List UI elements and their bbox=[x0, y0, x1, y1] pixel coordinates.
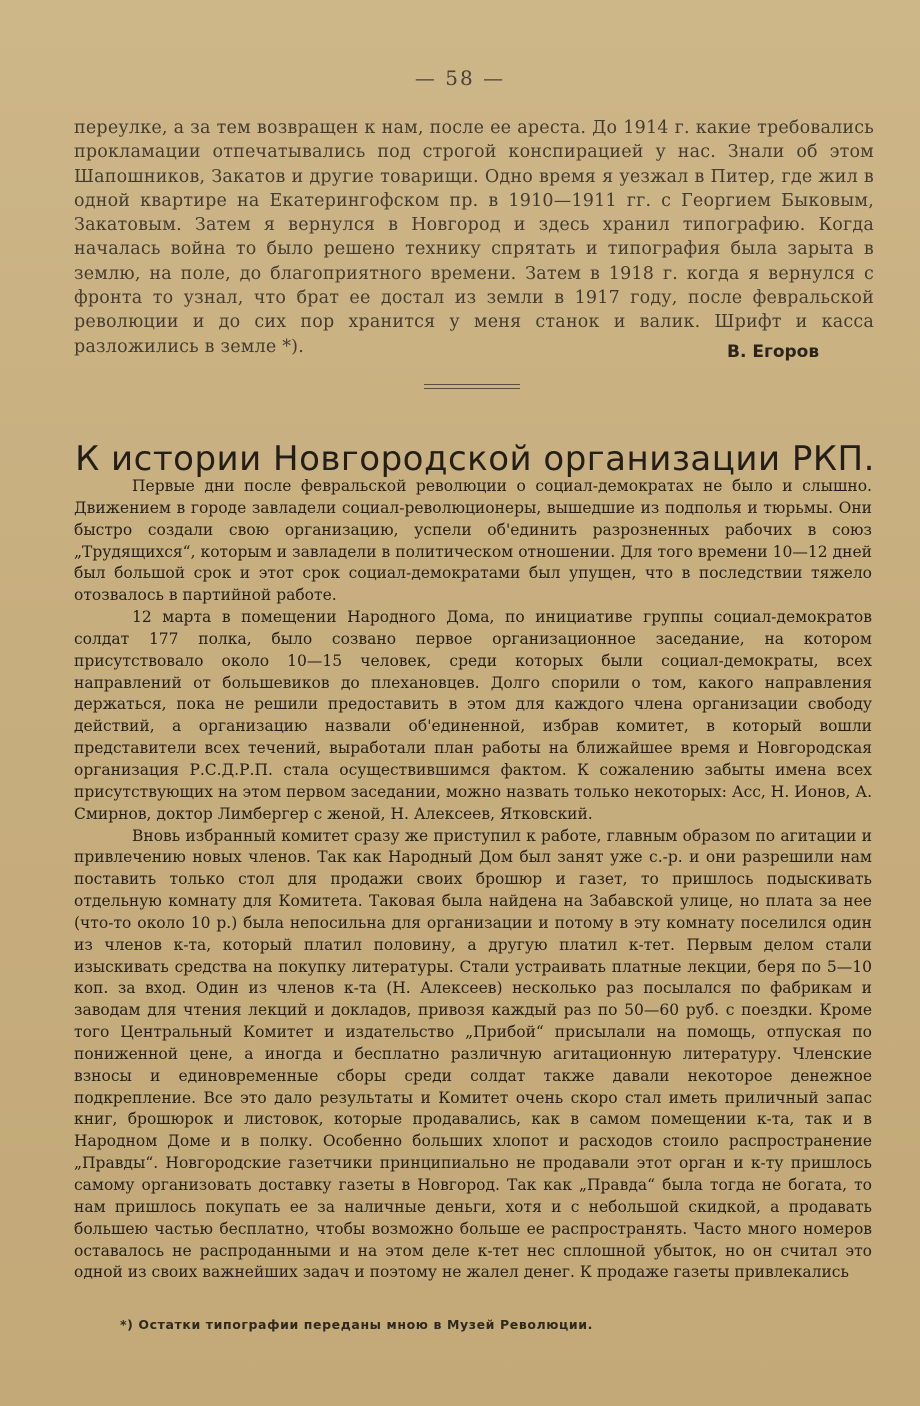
preceding-article-text: переулке, а за тем возвращен к нам, после ее ареста. До 1914 г. какие требовались прокламации отпечатывались под строгой конспирацией у нас. Знали об этом Шапошников, Закатов и другие товарищи. Одно время я уезжал в Питер, где жил в одной квартире на Екатерингофском пр. в 1910—1911 гг. с Георгием Быковым, Закатовым. Затем я вернулся в Новгород и здесь хранил типографию. Когда началась война то было решено технику спрятать и типография была зарыта в землю, на поле, до благоприятного времени. Затем в 1918 г. когда я вернулся с фронта то узнал, что брат ее достал из земли в 1917 году, после февральской революции и до сих пор хранится у меня станок и валик. Шрифт и касса разложились в земле *). bbox=[74, 118, 874, 357]
page-number: — 58 — bbox=[414, 66, 506, 90]
paragraph: Вновь избранный комитет сразу же приступил к работе, главным образом по агитации и привлечению новых членов. Так как Народный Дом был занят уже с.-р. и они разрешили нам поставить только стол для продажи своих брошюр и газет, то пришлось подыскивать отдельную комнату для Комитета. Таковая была найдена на Забавской улице, но плата за нее (что-то около 10 р.) была непосильна для организации и потому в эту комнату поселился один из членов к-та, который платил половину, а другую платил к-тет. Первым делом стали изыскивать средства на покупку литературы. Стали устраивать платные лекции, беря по 5—10 коп. за вход. Один из членов к-та (Н. Алексеев) несколько раз посылался по фабрикам и заводам для чтения лекций и докладов, привозя каждый раз по 50—60 руб. с поездки. Кроме того Центральный Комитет и издательство „Прибой“ присылали на помощь, отпуская по пониженной цене, а иногда и бесплатно различную агитационную литературу. Членские взносы и единовременные сборы среди солдат также давали некоторое денежное подкрепление. Все это дало результаты и Комитет очень скоро стал иметь приличный запас книг, брошюрок и листовок, которые продавались, как в самом помещении к-та, так и в Народном Доме и в полку. Особенно больших хлопот и расходов стоило распространение „Правды“. Новгородские газетчики принципиально не продавали этот орган и к-ту пришлось самому организовать доставку газеты в Новгород. Так как „Правда“ была тогда не богата, то нам пришлось покупать ее за наличные деньги, хотя и с небольшой скидкой, а продавать большею частью бесплатно, чтобы возможно больше ее распространять. Часто много номеров оставалось не распроданными и на этом деле к-тет нес сплошной убыток, но он считал это одной из своих важнейших задач и поэтому не жалел денег. К продаже газеты привлекались bbox=[74, 826, 872, 1282]
article-title: К истории Новгородской организации РКП. bbox=[75, 438, 875, 479]
footnote: *) Остатки типографии переданы мною в Музей Революции. bbox=[120, 1317, 593, 1332]
paragraph: 12 марта в помещении Народного Дома, по инициативе группы социал-демократов солдат 177 полка, было созвано первое организационное заседание, на котором присутствовало около 10—15 человек, среди которых были социал-демократы, всех направлений от большевиков до плехановцев. Долго спорили о том, какого направления держаться, пока не решили предоставить в этом для каждого члена организации свободу действий, а организацию назвали об'единенной, избрав комитет, в который вошли представители всех течений, выработали план работы на ближайшее время и Новгородская организация Р.С.Д.Р.П. стала осуществившимся фактом. К сожалению забыты имена всех присутствующих на этом первом заседании, можно назвать только некоторых: Асс, Н. Ионов, А. Смирнов, доктор Лимбергер с женой, Н. Алексеев, Ятковский. bbox=[74, 608, 872, 823]
paragraph: Первые дни после февральской революции о социал-демократах не было и слышно. Движением в городе завладели социал-революционеры, вышедшие из подполья и тюрьмы. Они быстро создали свою организацию, успели об'единить разрозненных рабочих в союз „Трудящихся“, которым и завладели в политическом отношении. Для того времени 10—12 дней был большой срок и этот срок социал-демократами был упущен, что в последствии тяжело отозвалось в партийной работе. bbox=[74, 477, 872, 605]
article-body bbox=[74, 476, 872, 1284]
section-divider bbox=[424, 384, 520, 389]
author-signature: В. Егоров bbox=[727, 342, 820, 362]
